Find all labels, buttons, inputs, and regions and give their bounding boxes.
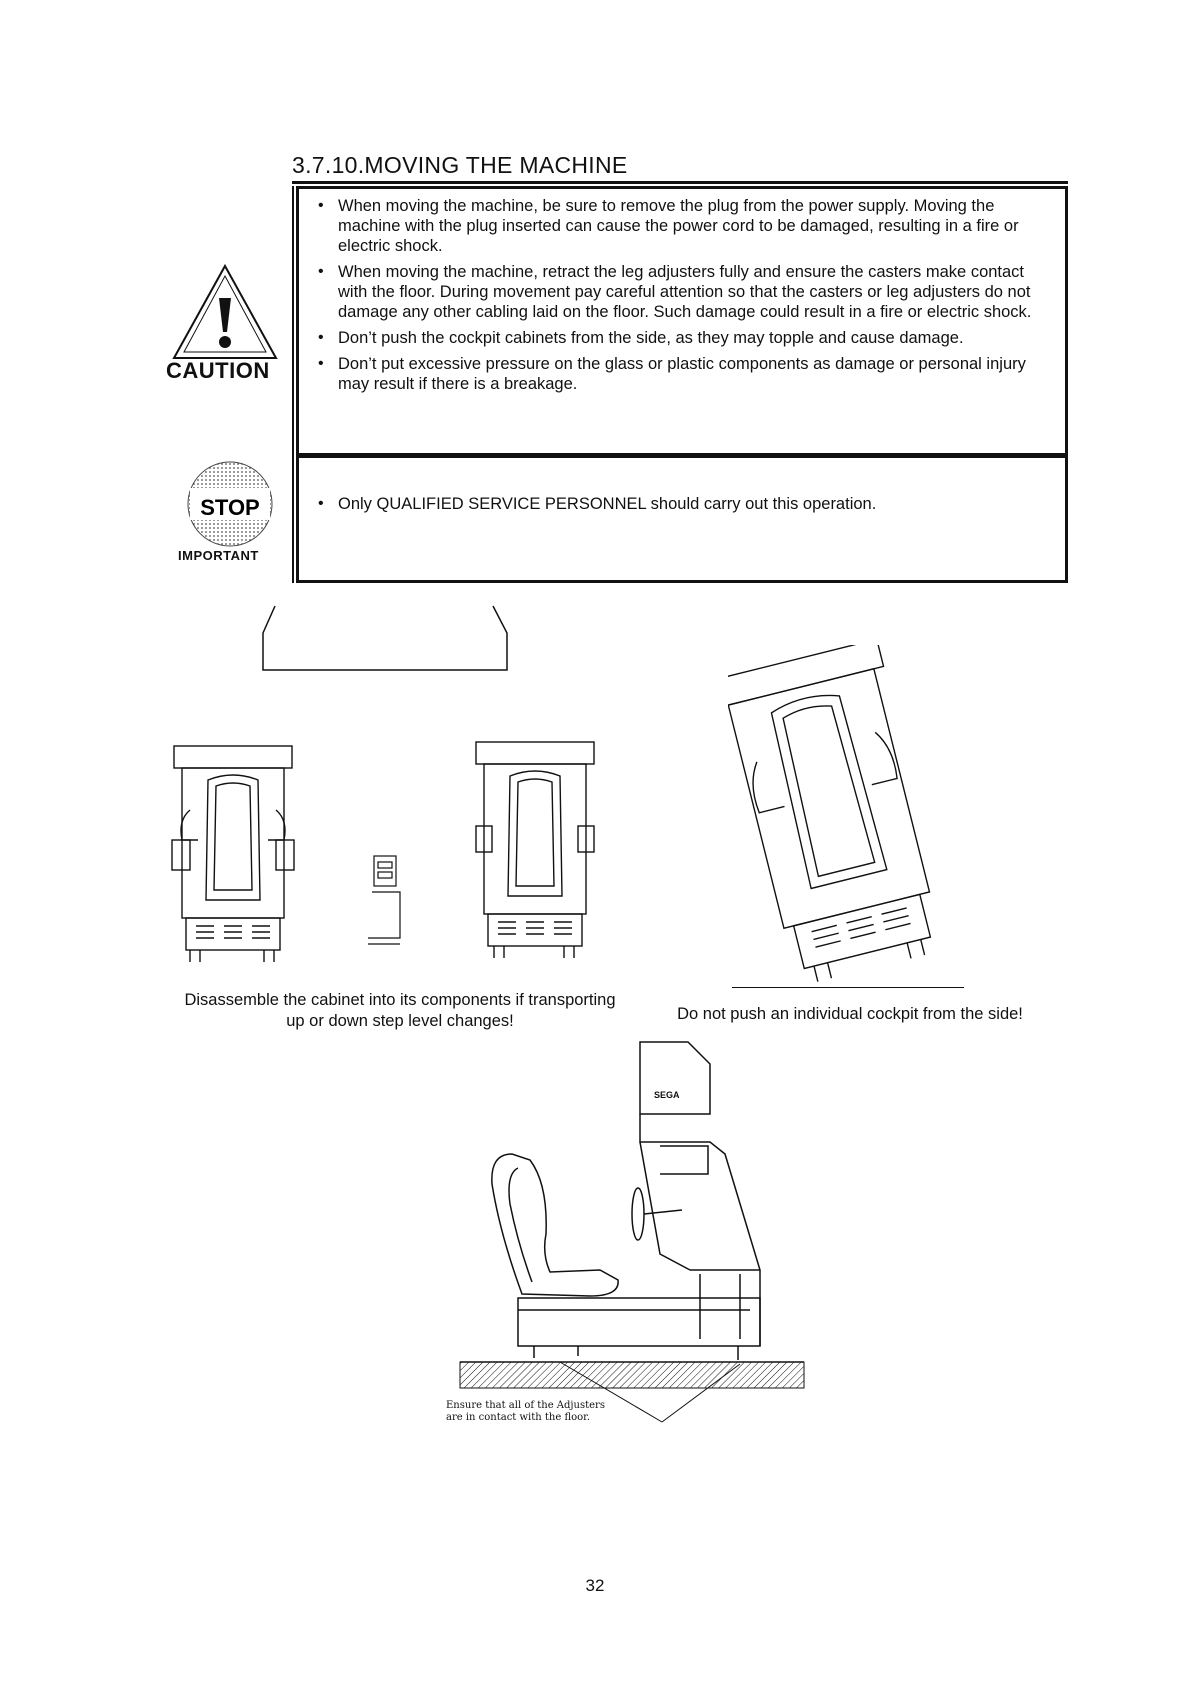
disassemble-caption: Disassemble the cabinet into its components if transporting up or down step level changes!: [184, 991, 616, 1030]
section-title: 3.7.10.MOVING THE MACHINE: [292, 152, 628, 178]
floor-hatching: [460, 1362, 804, 1388]
important-label: IMPORTANT: [178, 548, 259, 563]
caution-item: • Don’t put excessive pressure on the glass or plastic components as damage or personal injury may result if there is a breakage.: [306, 354, 1054, 394]
caution-triangle-icon: [170, 262, 280, 362]
box-left-rule: [292, 186, 294, 583]
stop-sign-icon: [180, 458, 280, 550]
caution-item: • Don’t push the cockpit cabinets from the side, as they may topple and cause damage.: [306, 328, 1054, 348]
important-list: [306, 494, 1054, 520]
bracket-drawing: [255, 598, 515, 678]
no-push-caption: Do not push an individual cockpit from the side!: [677, 1005, 1023, 1023]
cockpit-side-view-illustration: [450, 1034, 810, 1429]
caution-label: CAUTION: [166, 358, 270, 383]
component-illustration: [360, 848, 410, 948]
brand-mark: SEGA: [654, 1090, 680, 1100]
tilted-cockpit-illustration: [728, 645, 938, 990]
caption-rule: [732, 987, 964, 988]
important-item: • Only QUALIFIED SERVICE PERSONNEL should carry out this operation.: [306, 494, 1054, 514]
caution-item: • When moving the machine, retract the leg adjusters fully and ensure the casters make contact with the floor. During movement pay careful attention so that the casters or leg adjusters do not damage any other cabling laid on the floor. Such damage could result in a fire or electric shock.: [306, 262, 1054, 322]
cockpit-top-view-illustration: [168, 740, 298, 965]
caution-item: • When moving the machine, be sure to remove the plug from the power supply. Moving the machine with the plug inserted can cause the power cord to be damaged, resulting in a fire or electric shock.: [306, 196, 1054, 256]
caution-list: [306, 196, 1054, 400]
page-number: 32: [585, 1576, 605, 1595]
cockpit-top-view-illustration-2: [470, 736, 600, 961]
stop-sign-label: STOP: [200, 495, 260, 520]
adjusters-note: Ensure that all of the Adjusters are in contact with the floor.: [446, 1400, 605, 1423]
title-underline: [292, 181, 1068, 184]
